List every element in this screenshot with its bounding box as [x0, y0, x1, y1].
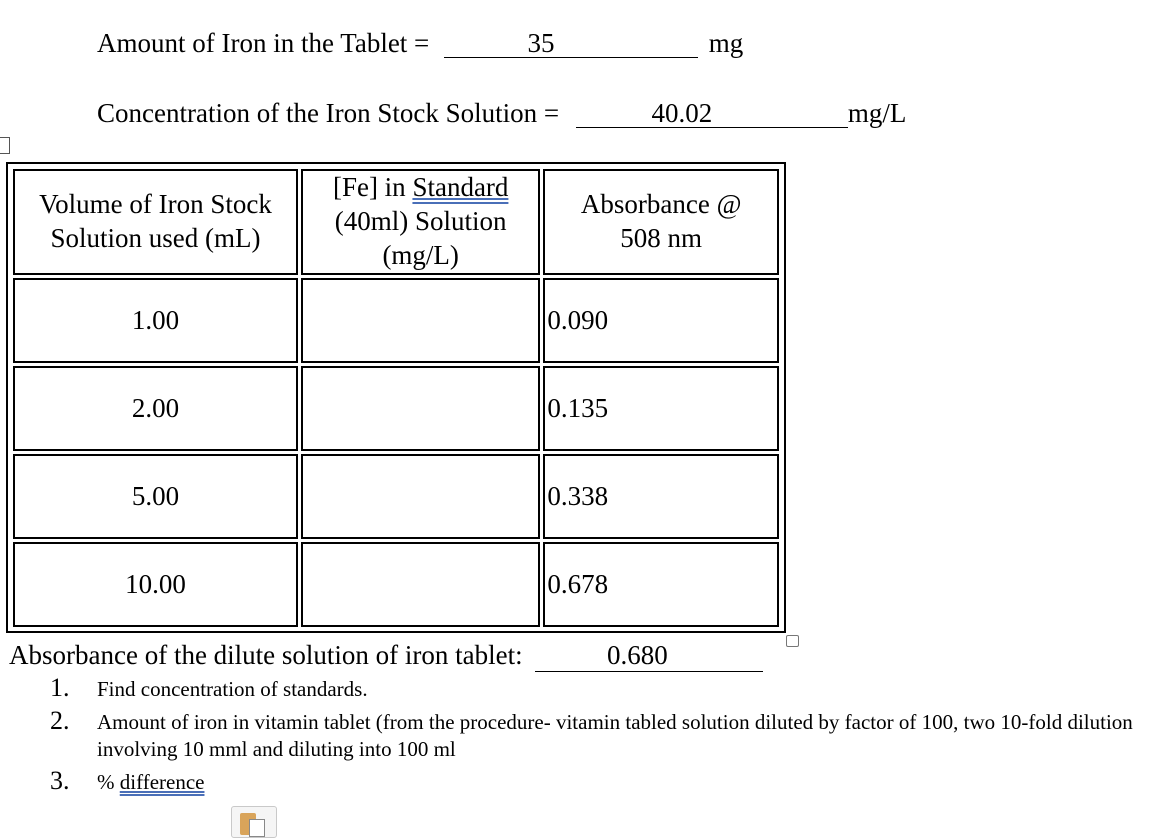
list-number: 3. [50, 766, 70, 795]
table-move-handle[interactable] [0, 137, 10, 154]
absorbance-cell[interactable]: 0.090 [543, 278, 779, 363]
list-number: 1. [50, 673, 70, 702]
table-row [13, 366, 779, 451]
table-resize-handle[interactable] [786, 635, 799, 647]
dilute-absorbance-blank[interactable] [535, 640, 763, 672]
list-number: 2. [50, 706, 70, 735]
paste-options-icon[interactable] [231, 806, 277, 838]
iron-amount-blank[interactable] [444, 30, 698, 58]
iron-amount-unit: mg [708, 28, 744, 58]
fe-cell[interactable] [301, 454, 540, 539]
stock-conc-value: 40.02 [651, 98, 713, 128]
absorbance-cell[interactable]: 0.678 [543, 542, 779, 627]
table-header-row [13, 169, 779, 275]
task-text: Amount of iron in vitamin tablet (from the procedure- vitamin tabled solution diluted by factor of 100, two 10-fold dilution involving 10 mml and diluting into 100 ml [97, 710, 1133, 761]
volume-cell[interactable]: 2.00 [13, 366, 298, 451]
task-list [50, 673, 1160, 802]
dilute-absorbance-line [9, 640, 763, 672]
iron-amount-line [97, 30, 743, 58]
iron-amount-value: 35 [527, 28, 555, 58]
standard-word: Standard [412, 172, 509, 203]
fe-cell[interactable] [301, 278, 540, 363]
dilute-absorbance-label: Absorbance of the dilute solution of iron tablet: [9, 640, 523, 670]
task-prefix: % [97, 770, 120, 794]
table-row [13, 454, 779, 539]
header-volume[interactable]: Volume of Iron Stock Solution used (mL) [13, 169, 298, 275]
dilute-absorbance-value: 0.680 [607, 640, 668, 670]
fe-cell[interactable] [301, 542, 540, 627]
stock-conc-unit: mg/L [847, 98, 907, 128]
fe-cell[interactable] [301, 366, 540, 451]
task-text: difference [119, 770, 205, 794]
volume-cell[interactable]: 1.00 [13, 278, 298, 363]
volume-cell[interactable]: 10.00 [13, 542, 298, 627]
stock-conc-blank[interactable] [576, 100, 848, 128]
iron-standards-table [10, 166, 782, 630]
table-row [13, 278, 779, 363]
absorbance-cell[interactable]: 0.338 [543, 454, 779, 539]
table-row [13, 542, 779, 627]
stock-conc-label: Concentration of the Iron Stock Solution = [97, 98, 560, 128]
absorbance-cell[interactable]: 0.135 [543, 366, 779, 451]
volume-cell[interactable]: 5.00 [13, 454, 298, 539]
list-item [50, 766, 1160, 796]
stock-conc-line [97, 100, 906, 128]
header-absorbance[interactable]: Absorbance @ 508 nm [543, 169, 779, 275]
iron-amount-label: Amount of Iron in the Tablet = [97, 28, 430, 58]
header-fe-concentration[interactable]: [Fe] in Standard (40ml) Solution (mg/L) [301, 169, 540, 275]
list-item [50, 706, 1160, 763]
task-text: Find concentration of standards. [97, 677, 368, 701]
list-item [50, 673, 1160, 703]
